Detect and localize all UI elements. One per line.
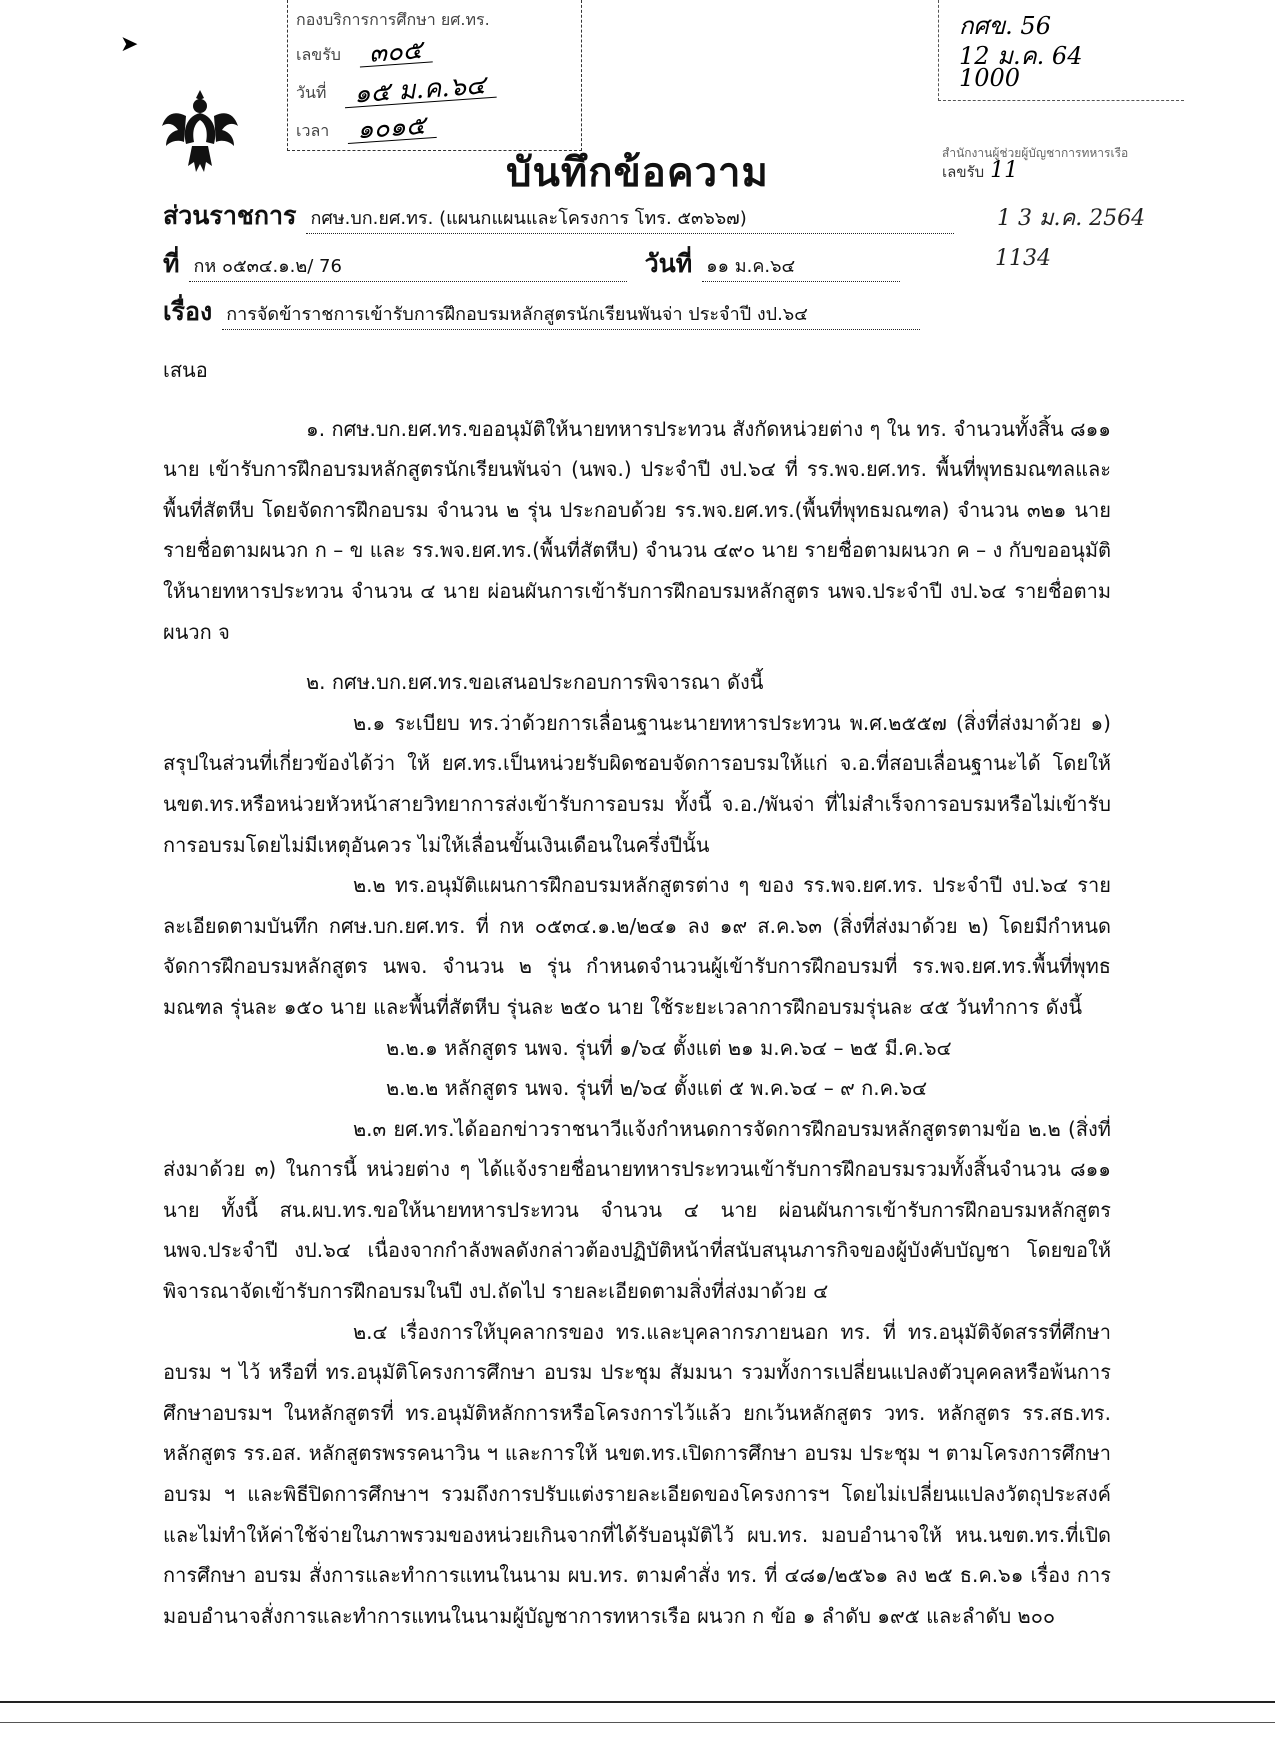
corner-stamp-line1: กศข. 56	[959, 12, 1051, 40]
memo-body	[163, 350, 1111, 1636]
corner-stamp-receipt: เลขรับ 11	[942, 158, 1019, 183]
stamp-time-value: ๑๐๑๕	[346, 113, 436, 144]
agency-row	[163, 196, 954, 236]
subject-value: การจัดข้าราชการเข้ารับการฝึกอบรมหลักสูตรนักเรียนพันจ่า ประจำปี งป.๖๔	[222, 299, 920, 330]
stamp-date-value: ๑๕ ม.ค.๖๔	[344, 73, 497, 109]
corner-stamp	[938, 0, 1184, 101]
reference-row	[163, 244, 900, 284]
stamp-receipt-value: ๓๐๕	[358, 37, 433, 67]
date-value: ๑๑ ม.ค.๖๔	[702, 251, 900, 282]
stamp-date-label: วันที่	[296, 83, 327, 102]
paragraph-2-4: ๒.๔ เรื่องการให้บุคลากรของ ทร.และบุคลากรภายนอก ทร. ที่ ทร.อนุมัติจัดสรรที่ศึกษา อบรม ฯ ไว้ หรือที่ ทร.อนุมัติโครงการศึกษา อบรม ประชุม สัมมนา รวมทั้งการเปลี่ยนแปลงตัวบุคคลหรือพ้นการศึกษาอบรมฯ ในหลักสูตรที่ ทร.อนุมัติหลักการหรือโครงการไว้แล้ว ยกเว้นหลักสูตร วทร. หลักสูตร รร.สธ.ทร. หลักสูตร รร.อส. หลักสูตรพรรคนาวิน ฯ และการให้ นขต.ทร.เปิดการศึกษา อบรม ประชุม ฯ ตามโครงการศึกษา อบรม ฯ และพิธีปิดการศึกษาฯ รวมถึงการปรับแต่งรายละเอียดของโครงการฯ โดยไม่เปลี่ยนแปลงวัตถุประสงค์และไม่ทำให้ค่าใช้จ่ายในภาพรวมของหน่วยเกินจากที่ได้รับอนุมัติไว้ ผบ.ทร. มอบอำนาจให้ หน.นขต.ทร.ที่เปิดการศึกษา อบรม สั่งการและทำการแทนในนาม ผบ.ทร. ตามคำสั่ง ทร. ที่ ๔๘๑/๒๕๖๑ ลง ๒๕ ธ.ค.๖๑ เรื่อง การมอบอำนาจสั่งการและทำการแทนในนามผู้บัญชาการทหารเรือ ผนวก ก ข้อ ๑ ลำดับ ๑๙๕ และลำดับ ๒๐๐	[163, 1319, 1111, 1628]
paragraph-2-3: ๒.๓ ยศ.ทร.ได้ออกข่าวราชนาวีแจ้งกำหนดการจัดการฝึกอบรมหลักสูตรตามข้อ ๒.๒ (สิ่งที่ส่งมาด้วย ๓) ในการนี้ หน่วยต่าง ๆ ได้แจ้งรายชื่อนายทหารประทวนเข้ารับการฝึกอบรมรวมทั้งสิ้นจำนวน ๘๑๑ นาย ทั้งนี้ สน.ผบ.ทร.ขอให้นายทหารประทวน จำนวน ๔ นาย ผ่อนผันการเข้ารับการฝึกอบรมหลักสูตร นพจ.ประจำปี งป.๖๔ เนื่องจากกำลังพลดังกล่าวต้องปฏิบัติหน้าที่สนับสนุนภารกิจของผู้บังคับบัญชา โดยขอให้พิจารณาจัดเข้ารับการฝึกอบรมในปี งป.ถัดไป รายละเอียดตามสิ่งที่ส่งมาด้วย ๔	[163, 1116, 1111, 1304]
stamp-receipt-row	[296, 35, 432, 69]
margin-arrow-icon: ➤	[120, 32, 139, 57]
salutation: เสนอ	[163, 358, 208, 382]
agency-value: กศษ.บก.ยศ.ทร. (แผนกแผนและโครงการ โทร. ๕๓๖๖๗)	[306, 203, 954, 234]
stamp-time-label: เวลา	[296, 121, 330, 140]
receipt-stamp	[287, 0, 582, 151]
stamp-unit: กองบริการการศึกษา ยศ.ทร.	[296, 10, 490, 29]
corner-stamp-office: สำนักงานผู้ช่วยผู้บัญชาการทหารเรือ	[942, 146, 1129, 160]
subject-label: เรื่อง	[163, 297, 213, 326]
reference-value: กห ๐๕๓๔.๑.๒/ 76	[189, 251, 627, 282]
paragraph-1: ๑. กศษ.บก.ยศ.ทร.ขออนุมัติให้นายทหารประทวน สังกัดหน่วยต่าง ๆ ใน ทร. จำนวนทั้งสิ้น ๘๑๑ นาย เข้ารับการฝึกอบรมหลักสูตรนักเรียนพันจ่า (นพจ.) ประจำปี งป.๖๔ ที่ รร.พจ.ยศ.ทร. พื้นที่พุทธมณฑลและพื้นที่สัตหีบ โดยจัดการฝึกอบรม จำนวน ๒ รุ่น ประกอบด้วย รร.พจ.ยศ.ทร.(พื้นที่พุทธมณฑล) จำนวน ๓๒๑ นาย รายชื่อตามผนวก ก – ข และ รร.พจ.ยศ.ทร.(พื้นที่สัตหีบ) จำนวน ๔๙๐ นาย รายชื่อตามผนวก ค – ง กับขออนุมัติให้นายทหารประทวน จำนวน ๔ นาย ผ่อนผันการเข้ารับการฝึกอบรมหลักสูตร นพจ.ประจำปี งป.๖๔ รายชื่อตามผนวก จ	[163, 416, 1111, 644]
stamp-receipt-label: เลขรับ	[296, 45, 341, 64]
paragraph-2: ๒. กศษ.บก.ยศ.ทร.ขอเสนอประกอบการพิจารณา ดังนี้	[306, 670, 764, 695]
date-note: 1134	[995, 246, 1051, 271]
paragraph-2-1: ๒.๑ ระเบียบ ทร.ว่าด้วยการเลื่อนฐานะนายทหารประทวน พ.ศ.๒๕๕๗ (สิ่งที่ส่งมาด้วย ๑) สรุปในส่วนที่เกี่ยวข้องได้ว่า ให้ ยศ.ทร.เป็นหน่วยรับผิดชอบจัดการอบรมให้แก่ จ.อ.ที่สอบเลื่อนฐานะได้ โดยให้ นขต.ทร.หรือหน่วยหัวหน้าสายวิทยาการส่งเข้ารับการอบรม ทั้งนี้ จ.อ./พันจ่า ที่ไม่สำเร็จการอบรมหรือไม่เข้ารับการอบรมโดยไม่มีเหตุอันควร ไม่ให้เลื่อนขั้นเงินเดือนในครึ่งปีนั้น	[163, 710, 1111, 857]
paragraph-2-2-2: ๒.๒.๒ หลักสูตร นพจ. รุ่นที่ ๒/๖๔ ตั้งแต่ ๕ พ.ค.๖๔ – ๙ ก.ค.๖๔	[386, 1076, 928, 1101]
paragraph-2-2-1: ๒.๒.๑ หลักสูตร นพจ. รุ่นที่ ๑/๖๔ ตั้งแต่ ๒๑ ม.ค.๖๔ – ๒๕ มี.ค.๖๔	[386, 1035, 952, 1060]
footer-rule	[0, 1701, 1275, 1703]
paragraph-2-2: ๒.๒ ทร.อนุมัติแผนการฝึกอบรมหลักสูตรต่าง ๆ ของ รร.พจ.ยศ.ทร. ประจำปี งป.๖๔ รายละเอียดตามบันทึก กศษ.บก.ยศ.ทร. ที่ กห ๐๕๓๔.๑.๒/๒๔๑ ลง ๑๙ ส.ค.๖๓ (สิ่งที่ส่งมาด้วย ๒) โดยมีกำหนดจัดการฝึกอบรมหลักสูตร นพจ. จำนวน ๒ รุ่น กำหนดจำนวนผู้เข้ารับการฝึกอบรมที่ รร.พจ.ยศ.ทร.พื้นที่พุทธมณฑล รุ่นละ ๑๕๐ นาย และพื้นที่สัตหีบ รุ่นละ ๒๕๐ นาย ใช้ระยะเวลาการฝึกอบรมรุ่นละ ๔๕ วันทำการ ดังนี้	[163, 873, 1111, 1019]
reference-label: ที่	[163, 249, 180, 278]
date-label: วันที่	[644, 249, 693, 278]
corner-stamp-line3: 1000	[959, 64, 1021, 92]
subject-row	[163, 292, 920, 332]
document-title: บันทึกข้อความ	[506, 150, 769, 196]
stamp-date-row	[296, 70, 496, 110]
footer-rule-thin	[0, 1722, 1275, 1723]
agency-label: ส่วนราชการ	[163, 201, 297, 230]
corner-stamp-line2: 12 ม.ค. 64	[959, 42, 1083, 70]
agency-stamp-date: 1 3 ม.ค. 2564	[997, 206, 1146, 231]
